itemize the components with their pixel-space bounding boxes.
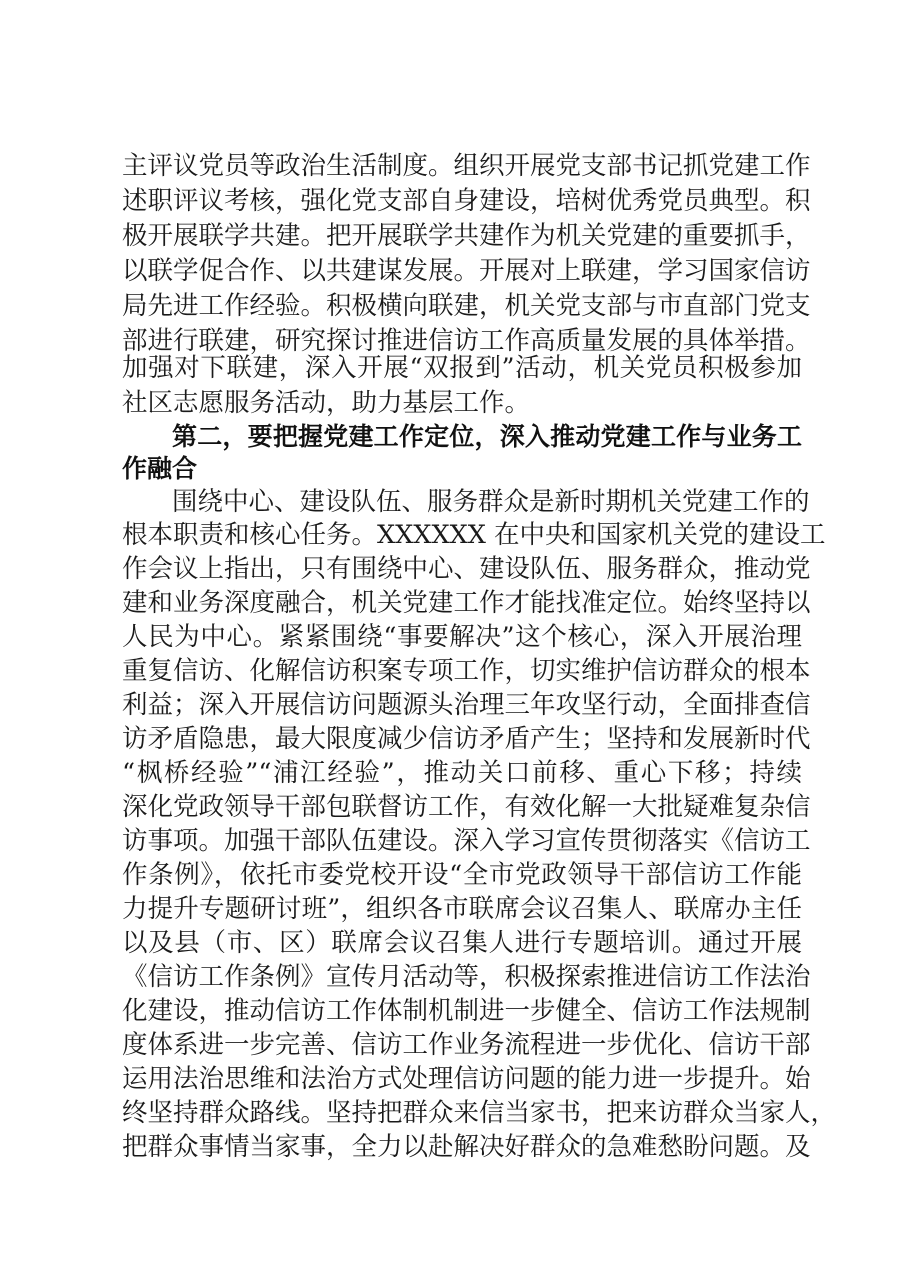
para2-line: 以及县（市、区）联席会议召集人进行专题培训。通过开展 [122, 928, 802, 958]
para2-line: 终坚持群众路线。坚持把群众来信当家书，把来访群众当家人， [122, 1098, 837, 1128]
para2-line: 建和业务深度融合，机关党建工作才能找准定位。始终坚持以 [122, 588, 811, 618]
para2-line: 作会议上指出，只有围绕中心、建设队伍、服务群众，推动党 [122, 554, 811, 584]
section-heading-line: 第二，要把握党建工作定位，深入推动党建工作与业务工 [172, 422, 802, 451]
para2-line: 力提升专题研讨班”，组织各市联席会议召集人、联席办主任 [122, 894, 802, 924]
para2-line: 人民为中心。紧紧围绕“事要解决”这个核心，深入开展治理 [122, 622, 802, 652]
para2-line: 运用法治思维和法治方式处理信访问题的能力进一步提升。始 [122, 1064, 811, 1094]
para2-line: 度体系进一步完善、信访工作业务流程进一步优化、信访干部 [122, 1030, 811, 1060]
para2-line: 围绕中心、建设队伍、服务群众是新时期机关党建工作的 [172, 487, 810, 517]
section-heading-line: 作融合 [122, 454, 198, 483]
para1-line: 极开展联学共建。把开展联学共建作为机关党建的重要抓手， [122, 221, 811, 251]
para2-line: 化建设，推动信访工作体制机制进一步健全、信访工作法规制 [122, 996, 811, 1026]
para2-line: 根本职责和核心任务。XXXXXX 在中央和国家机关党的建设工 [122, 520, 826, 550]
para1-line: 主评议党员等政治生活制度。组织开展党支部书记抓党建工作 [122, 151, 811, 181]
para1-line: 述职评议考核，强化党支部自身建设，培树优秀党员典型。积 [122, 186, 811, 216]
para2-line: 作条例》，依托市委党校开设“全市党政领导干部信访工作能 [122, 860, 802, 890]
para2-line: 把群众事情当家事，全力以赴解决好群众的急难愁盼问题。及 [122, 1132, 811, 1162]
para1-line: 部进行联建，研究探讨推进信访工作高质量发展的具体举措。 [122, 326, 811, 356]
para2-line: 利益；深入开展信访问题源头治理三年攻坚行动，全面排查信 [122, 690, 811, 720]
para2-line: 深化党政领导干部包联督访工作，有效化解一大批疑难复杂信 [122, 792, 811, 822]
para1-line: 加强对下联建，深入开展“双报到”活动，机关党员积极参加 [122, 353, 802, 383]
para2-line: 访矛盾隐患，最大限度减少信访矛盾产生；坚持和发展新时代 [122, 724, 811, 754]
para2-line: “枫桥经验”“浦江经验”，推动关口前移、重心下移；持续 [122, 758, 802, 788]
para2-line: 《信访工作条例》宣传月活动等，积极探索推进信访工作法治 [122, 962, 811, 992]
para1-line: 以联学促合作、以共建谋发展。开展对上联建，学习国家信访 [122, 256, 811, 286]
para1-line: 局先进工作经验。积极横向联建，机关党支部与市直部门党支 [122, 291, 811, 321]
para2-line: 访事项。加强干部队伍建设。深入学习宣传贯彻落实《信访工 [122, 826, 811, 856]
para1-line: 社区志愿服务活动，助力基层工作。 [122, 388, 531, 418]
para2-line: 重复信访、化解信访积案专项工作，切实维护信访群众的根本 [122, 656, 811, 686]
